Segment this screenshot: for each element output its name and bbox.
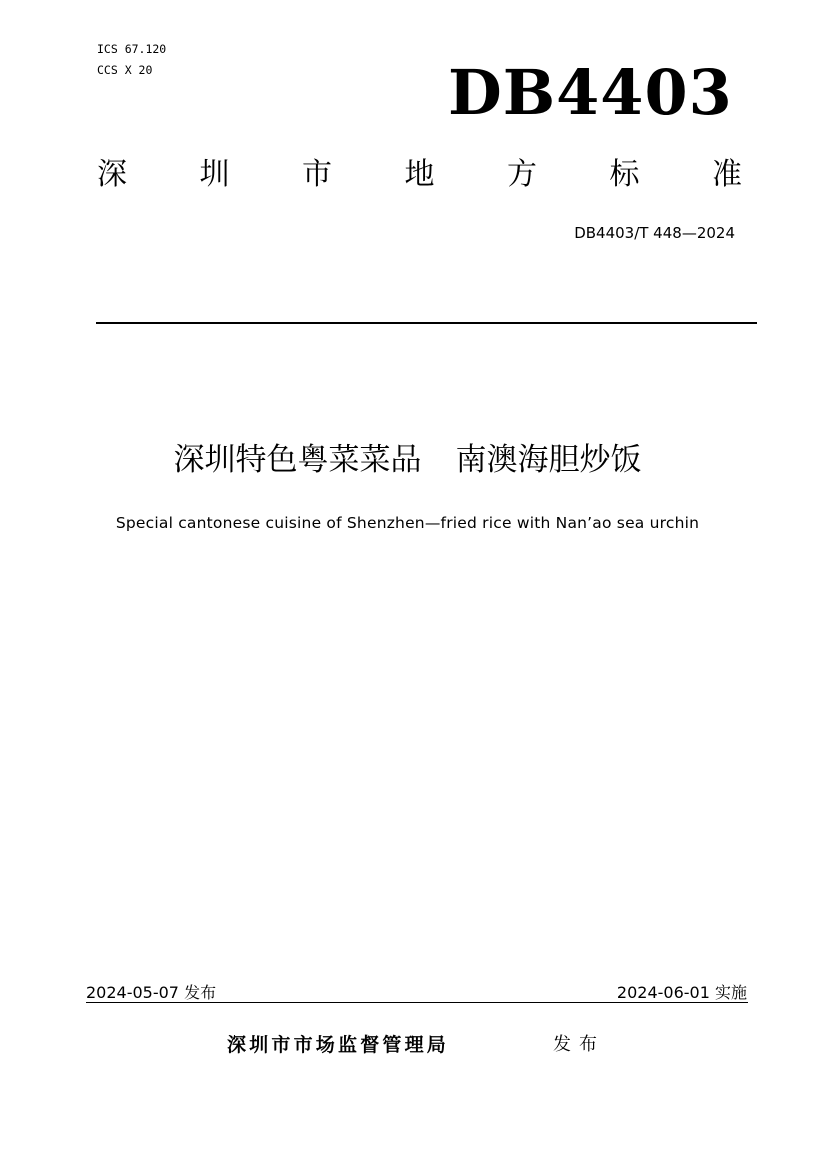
title-english: Special cantonese cuisine of Shenzhen—fried rice with Nan’ao sea urchin: [115, 514, 700, 532]
standard-type: [97, 157, 742, 192]
issue-date: 2024-05-07 发布: [86, 983, 217, 1002]
standard-type-char: 地: [404, 157, 435, 192]
header-divider: [96, 322, 757, 324]
implementation-date: 2024-06-01 实施: [616, 983, 747, 1002]
issuing-authority: 深圳市市场监督管理局: [227, 1034, 450, 1056]
standard-type-char: 方: [507, 157, 537, 192]
standard-code-heading: DB4403: [448, 56, 733, 129]
standard-number: DB4403/T 448—2024: [574, 224, 735, 242]
title-chinese-part1: 深圳特色粤菜菜品: [173, 442, 422, 478]
standard-type-char: 深: [97, 157, 127, 192]
footer-divider: [86, 1002, 748, 1003]
ics-code: ICS 67.120: [97, 42, 167, 56]
standard-type-char: 圳: [199, 157, 230, 192]
issue-label: 发布: [553, 1034, 605, 1055]
title-chinese: [0, 442, 815, 479]
standard-type-char: 标: [609, 157, 640, 192]
ccs-code: CCS X 20: [97, 63, 153, 77]
standard-type-char: 市: [302, 157, 332, 192]
standard-type-char: 准: [712, 157, 742, 192]
title-chinese-part2: 南澳海胆炒饭: [455, 442, 642, 478]
